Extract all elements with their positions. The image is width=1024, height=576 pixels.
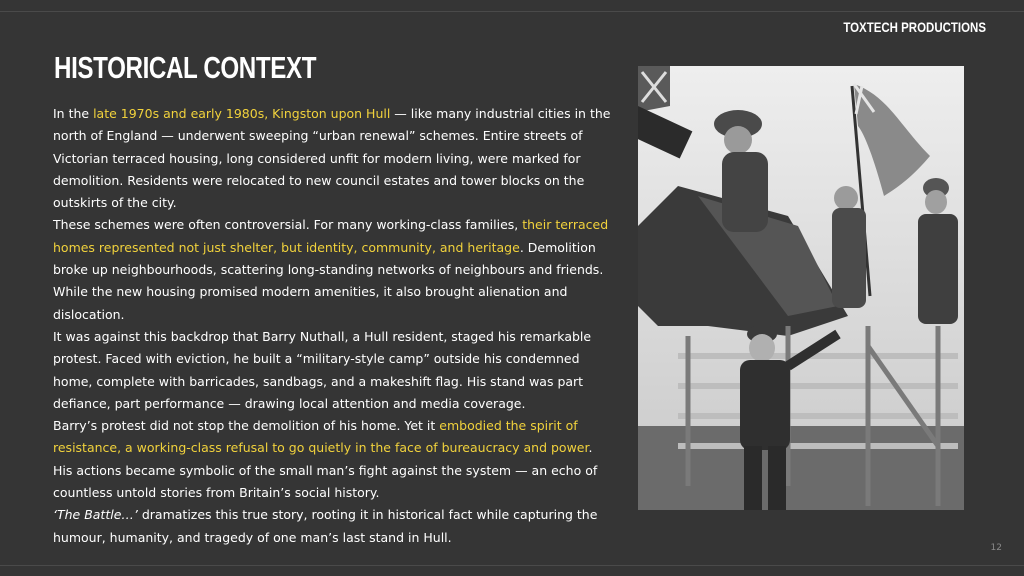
paragraph-text: In the xyxy=(53,106,94,121)
body-paragraph xyxy=(53,214,613,325)
paragraph-text: dramatizes this true story, rooting it in historical fact while capturing the humour, humanity, and tragedy of one man’s last stand in Hull. xyxy=(53,507,598,545)
body-text xyxy=(53,103,613,549)
slide-title: HISTORICAL CONTEXT xyxy=(54,50,317,85)
paragraph-text: It was against this backdrop that Barry Nuthall, a Hull resident, staged his remarkable protest. Faced with eviction, he built a “military-style camp” outside his condemned home, complete with barricades, sandbags, and a makeshift flag. His stand was part defiance, part performance — drawing local attention and media coverage. xyxy=(53,328,592,411)
body-paragraph xyxy=(53,326,613,415)
protest-photo-illustration xyxy=(638,66,964,510)
paragraph-text: ‘The Battle…’ xyxy=(53,507,138,523)
protest-photo xyxy=(638,66,964,510)
paragraph-text: These schemes were often controversial. For many working-class families, xyxy=(53,217,523,233)
top-divider xyxy=(0,11,1024,12)
brand-name: TOXTECH PRODUCTIONS xyxy=(843,19,986,35)
paragraph-text: — like many industrial cities in the north of England — underwent sweeping “urban renewal” schemes. Entire streets of Victorian terraced housing, long considered unfit for modern living, were marked for demolition. Residents were relocated to new council estates and tower blocks on the outskirts of the city. xyxy=(53,106,611,211)
paragraph-text: . Demolition broke up neighbourhoods, scattering long-standing networks of neighbours and friends. While the new housing promised modern amenities, it also brought alienation and dislocation. xyxy=(53,239,604,322)
page-number: 12 xyxy=(990,543,1002,553)
paragraph-text: . His actions became symbolic of the small man’s fight against the system — an echo of countless untold stories from Britain’s social history. xyxy=(53,440,598,501)
body-paragraph xyxy=(53,103,613,214)
bottom-divider xyxy=(0,565,1024,566)
highlighted-text: their terraced homes represented not just shelter, but identity, community, and heritage xyxy=(53,217,609,255)
body-paragraph xyxy=(53,504,613,549)
highlighted-text: late 1970s and early 1980s, Kingston upon Hull xyxy=(93,106,391,121)
highlighted-text: embodied the spirit of resistance, a working-class refusal to go quietly in the face of bureaucracy and power xyxy=(53,418,589,456)
paragraph-text: Barry’s protest did not stop the demolition of his home. Yet it xyxy=(53,418,440,434)
body-paragraph xyxy=(53,415,613,504)
